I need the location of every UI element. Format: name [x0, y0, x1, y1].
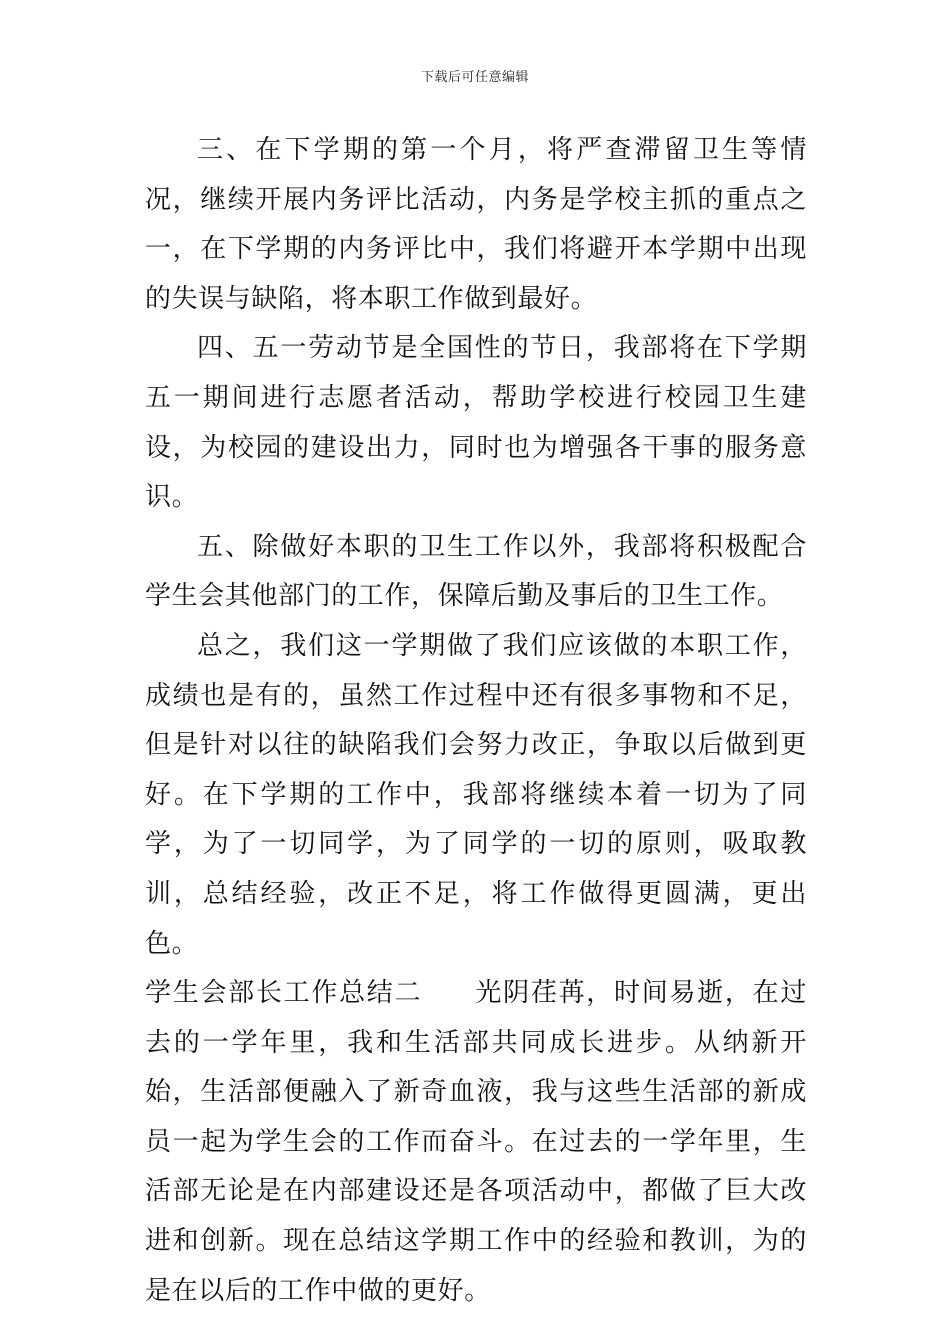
paragraph-three: 三、在下学期的第一个月，将严查滞留卫生等情况，继续开展内务评比活动，内务是学校主抓的重点之一，在下学期的内务评比中，我们将避开本学期中出现的失误与缺陷，将本职工作做到最好。 — [145, 135, 807, 314]
document-body — [145, 126, 807, 1316]
paragraph-four: 四、五一劳动节是全国性的节日，我部将在下学期五一期间进行志愿者活动，帮助学校进行校园卫生建设，为校园的建设出力，同时也为增强各干事的服务意识。 — [145, 333, 807, 513]
section-title: 学生会部长工作总结二 — [145, 978, 423, 1009]
paragraph-summary: 总之，我们这一学期做了我们应该做的本职工作，成绩也是有的，虽然工作过程中还有很多事物和不足，但是针对以往的缺陷我们会努力改正，争取以后做到更好。在下学期的工作中，我部将继续本着一切为了同学，为了一切同学，为了同学的一切的原则，吸取教训，总结经验，改正不足，将工作做得更圆满，更出色。 — [145, 630, 807, 959]
header-note: 下载后可任意编辑 — [420, 70, 529, 85]
section-paragraph — [145, 969, 807, 1316]
section-text: 光阴荏苒，时间易逝，在过去的一学年里，我和生活部共同成长进步。从纳新开始，生活部便融入了新奇血液，我与这些生活部的新成员一起为学生会的工作而奋斗。在过去的一学年里，生活部无论是在内部建设还是各项活动中，都做了巨大改进和创新。现在总结这学期工作中的经验和教训，为的是在以后的工作中做的更好。 — [145, 978, 807, 1306]
paragraph-five: 五、除做好本职的卫生工作以外，我部将积极配合学生会其他部门的工作，保障后勤及事后的卫生工作。 — [145, 531, 807, 612]
